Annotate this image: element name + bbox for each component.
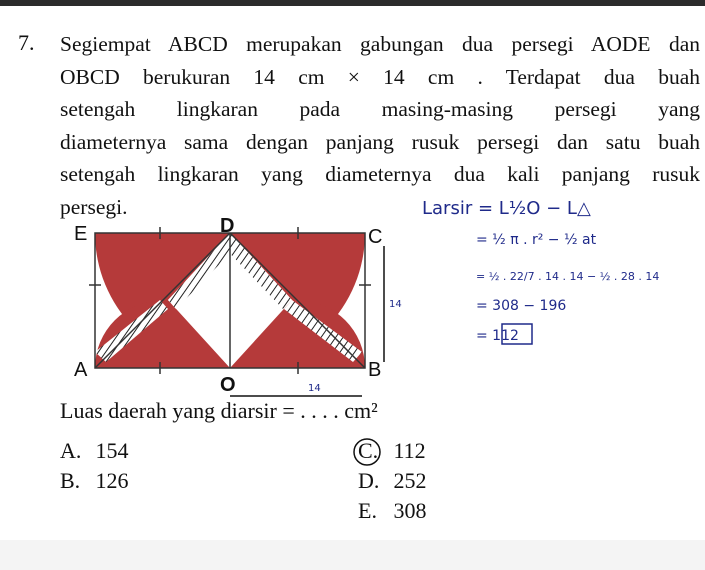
option-value: 308 bbox=[393, 498, 427, 523]
option-b[interactable] bbox=[60, 468, 129, 494]
label-A: A bbox=[74, 359, 88, 381]
option-value: 112 bbox=[393, 438, 426, 463]
option-d[interactable] bbox=[358, 468, 427, 494]
question-line: diameternya sama dengan panjang rusuk persegi dan satu buah bbox=[60, 129, 700, 154]
option-value: 126 bbox=[95, 468, 129, 493]
option-value: 252 bbox=[393, 468, 427, 493]
option-a[interactable] bbox=[60, 438, 129, 464]
bottom-strip bbox=[0, 540, 705, 570]
hand-line: = 308 − 196 bbox=[476, 298, 567, 314]
option-value: 154 bbox=[95, 438, 129, 463]
option-c[interactable] bbox=[358, 438, 426, 464]
question-line: Segiempat ABCD merupakan gabungan dua persegi AODE dan bbox=[60, 32, 700, 56]
label-D: D bbox=[220, 215, 235, 237]
question-prompt: Luas daerah yang diarsir = . . . . cm² bbox=[60, 398, 378, 423]
question-line: setengah lingkaran pada masing-masing persegi yang bbox=[60, 97, 700, 121]
hand-line: = ½ π . r² − ½ at bbox=[476, 232, 597, 248]
option-key: D. bbox=[358, 468, 380, 493]
dim-bottom-label: 14 bbox=[308, 383, 321, 394]
option-key: B. bbox=[60, 468, 81, 493]
hand-line: = ½ . 22/7 . 14 . 14 − ½ . 28 . 14 bbox=[476, 270, 660, 283]
hand-line: Larsir = L½O − L△ bbox=[422, 198, 591, 219]
label-C: C bbox=[368, 226, 383, 248]
dim-side-label: 14 bbox=[389, 299, 402, 310]
option-e[interactable] bbox=[358, 498, 427, 524]
question-line: setengah lingkaran yang diameternya dua kali panjang rusuk bbox=[60, 162, 700, 186]
question-number: 7. bbox=[18, 30, 35, 55]
question-line: OBCD berukuran 14 cm × 14 cm . Terdapat dua buah bbox=[60, 64, 700, 89]
label-O: O bbox=[220, 374, 236, 396]
option-key: A. bbox=[60, 438, 82, 463]
question-line: persegi. bbox=[60, 194, 128, 219]
hand-line: = 112 bbox=[476, 328, 519, 344]
option-key: E. bbox=[358, 498, 377, 523]
label-B: B bbox=[368, 359, 382, 381]
label-E: E bbox=[74, 223, 88, 245]
handwritten-solution bbox=[422, 198, 659, 344]
option-key: C. bbox=[358, 438, 379, 463]
